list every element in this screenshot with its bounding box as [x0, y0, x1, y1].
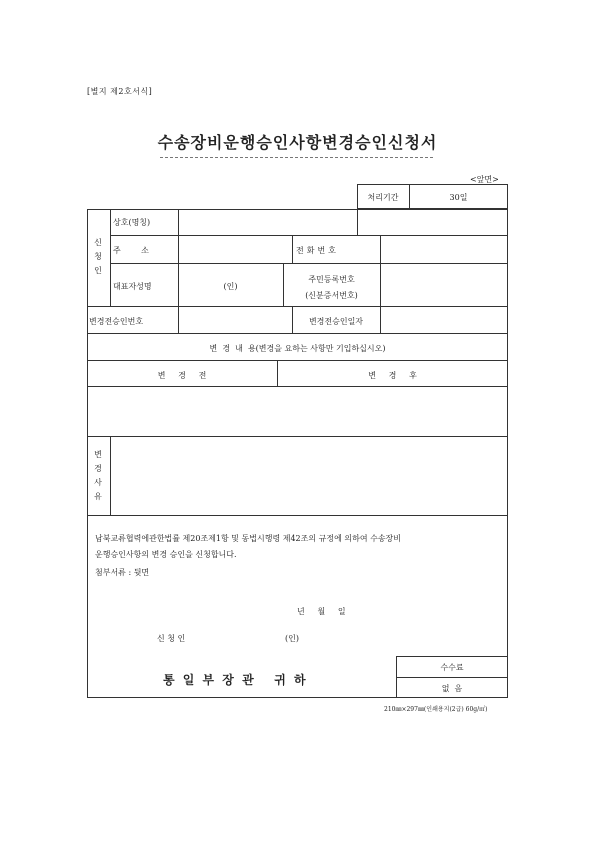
change-reason-label: 변 경 사 유 [94, 450, 102, 501]
form-title: 수송장비운행승인사항변경승인신청서 [157, 133, 438, 152]
processing-period-label: 처리기간 [367, 193, 399, 202]
phone-label: 전화번호 [296, 246, 339, 255]
resident-number-field[interactable] [382, 265, 506, 304]
fee-value: 없 음 [441, 684, 463, 693]
previous-approval-number-label: 변경전승인번호 [89, 317, 144, 326]
applicant-signature-label: 신 청 인 [157, 634, 186, 643]
representative-name-label: 대표자성명 [113, 282, 152, 291]
phone-field[interactable] [382, 237, 506, 261]
title-underline [160, 157, 433, 158]
paper-size-footer: 210㎜×297㎜(인쇄용지(2급) 60g/㎡) [384, 706, 488, 713]
resident-number-label: 주민등록번호 (신분증서번호) [305, 275, 358, 300]
previous-approval-date-label: 변경전승인일자 [308, 317, 364, 326]
representative-seal-mark: (인) [223, 282, 238, 291]
company-name-label: 상호(명칭) [113, 218, 151, 227]
declaration-line-2: 운행승인사항의 변경 승인을 신청합니다. [95, 550, 237, 559]
change-content-header: 변 경 내 용(변경을 요하는 사항만 기입하십시오) [209, 344, 386, 353]
declaration-line-1: 남북교류협력에관한법률 제20조제1항 및 동법시행령 제42조의 규정에 의하여 수송장비 [95, 534, 401, 543]
before-change-label: 변 경 전 [157, 371, 207, 380]
front-side-label: <앞면> [470, 175, 499, 184]
address-label: 주 소 [113, 246, 149, 255]
fee-label: 수수료 [440, 663, 464, 672]
attachment-note: 첨부서류 : 뒷면 [95, 568, 150, 577]
address-field[interactable] [180, 237, 290, 261]
company-name-field[interactable] [180, 211, 355, 233]
applicant-signature-seal: (인) [285, 634, 299, 643]
previous-approval-date-field[interactable] [382, 308, 506, 331]
application-date-line: 년 월 일 [297, 607, 346, 616]
previous-approval-number-field[interactable] [180, 308, 290, 331]
applicant-section-label: 신 청 인 [94, 238, 102, 275]
processing-period-value: 30일 [449, 193, 468, 202]
change-content-field[interactable] [89, 388, 506, 434]
change-reason-field[interactable] [112, 438, 506, 513]
after-change-label: 변 경 후 [368, 371, 417, 380]
form-number: [별지 제2호서식] [87, 87, 153, 96]
addressee: 통 일 부 장 관 귀 하 [163, 673, 308, 687]
